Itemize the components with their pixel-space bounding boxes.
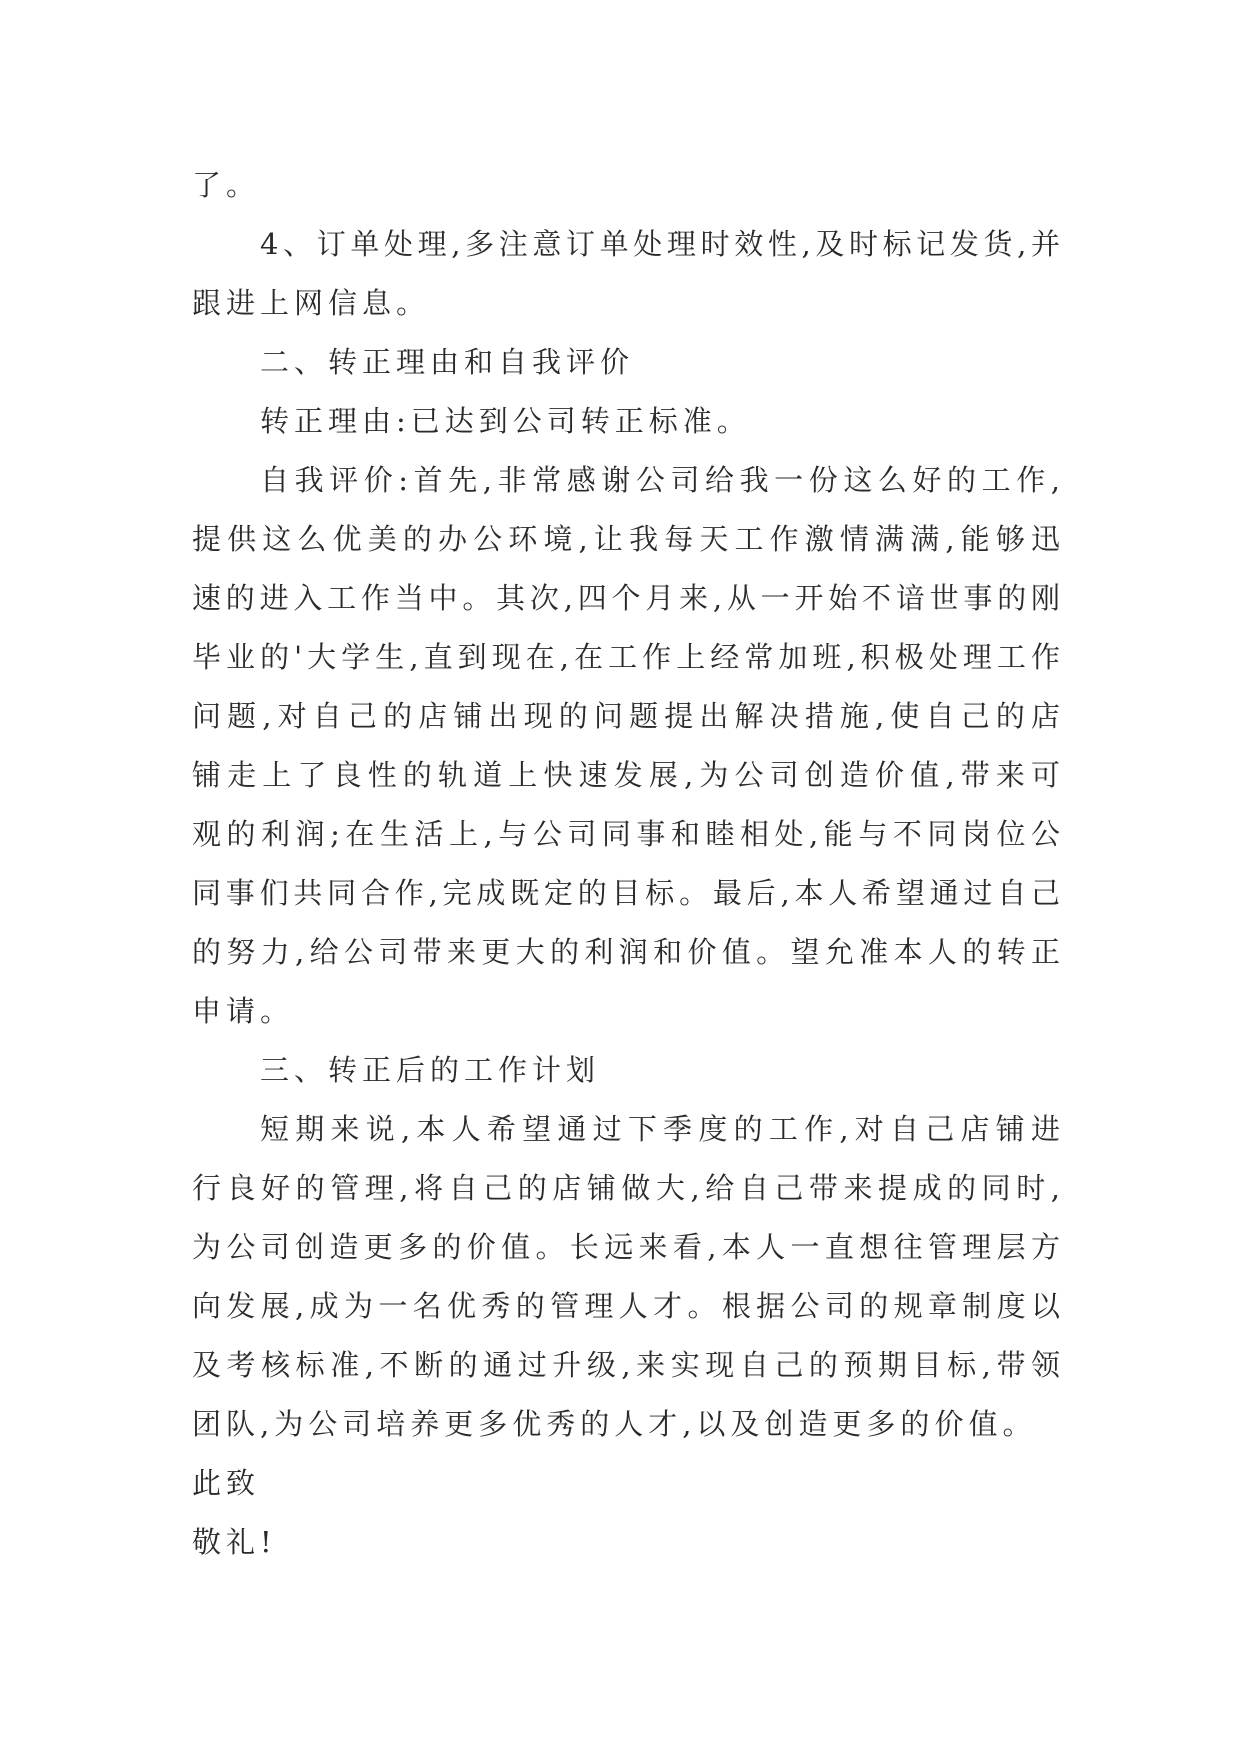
paragraph-line: 申请。 bbox=[192, 994, 295, 1028]
section-heading: 三、转正后的工作计划 bbox=[260, 1053, 601, 1087]
paragraph-line: 毕业的'大学生,直到现在,在工作上经常加班,积极处理工作 bbox=[192, 640, 1060, 674]
paragraph-line: 及考核标准,不断的通过升级,来实现自己的预期目标,带领 bbox=[192, 1348, 1060, 1382]
paragraph-line: 行良好的管理,将自己的店铺做大,给自己带来提成的同时, bbox=[192, 1171, 1060, 1205]
section-heading: 二、转正理由和自我评价 bbox=[260, 345, 635, 379]
paragraph-line: 观的利润;在生活上,与公司同事和睦相处,能与不同岗位公 bbox=[192, 817, 1060, 851]
paragraph-line: 铺走上了良性的轨道上快速发展,为公司创造价值,带来可 bbox=[192, 758, 1060, 792]
paragraph-line: 了。 bbox=[192, 168, 261, 202]
document-page bbox=[192, 156, 1060, 1572]
paragraph-line: 团队,为公司培养更多优秀的人才,以及创造更多的价值。 bbox=[192, 1407, 1037, 1441]
paragraph-line: 转正理由:已达到公司转正标准。 bbox=[260, 404, 751, 438]
paragraph-line: 问题,对自己的店铺出现的问题提出解决措施,使自己的店 bbox=[192, 699, 1060, 733]
paragraph-line: 提供这么优美的办公环境,让我每天工作激情满满,能够迅 bbox=[192, 522, 1060, 556]
closing-regards: 敬礼! bbox=[192, 1525, 277, 1559]
paragraph-line: 的努力,给公司带来更大的利润和价值。望允准本人的转正 bbox=[192, 935, 1060, 969]
paragraph-line: 4、订单处理,多注意订单处理时效性,及时标记发货,并 bbox=[260, 227, 1060, 261]
paragraph-line: 向发展,成为一名优秀的管理人才。根据公司的规章制度以 bbox=[192, 1289, 1060, 1323]
paragraph-line: 跟进上网信息。 bbox=[192, 286, 431, 320]
paragraph-line: 为公司创造更多的价值。长远来看,本人一直想往管理层方 bbox=[192, 1230, 1060, 1264]
paragraph-line: 短期来说,本人希望通过下季度的工作,对自己店铺进 bbox=[260, 1112, 1060, 1146]
closing-salutation: 此致 bbox=[192, 1466, 261, 1500]
paragraph-line: 自我评价:首先,非常感谢公司给我一份这么好的工作, bbox=[260, 463, 1060, 497]
paragraph-line: 同事们共同合作,完成既定的目标。最后,本人希望通过自己 bbox=[192, 876, 1060, 910]
paragraph-line: 速的进入工作当中。其次,四个月来,从一开始不谙世事的刚 bbox=[192, 581, 1060, 615]
